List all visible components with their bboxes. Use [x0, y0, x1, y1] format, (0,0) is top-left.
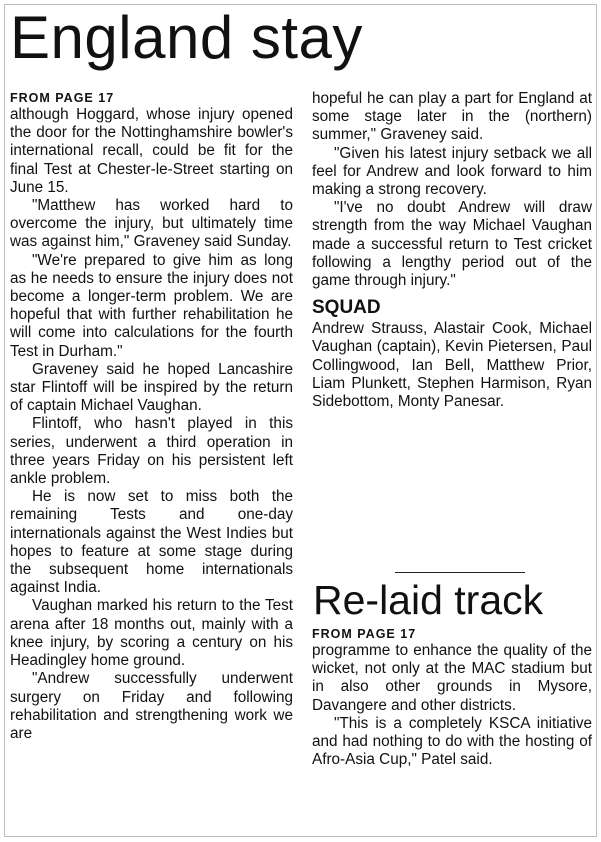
article-divider — [395, 572, 525, 573]
kicker-from-page: FROM PAGE 17 — [312, 627, 417, 641]
article1-right-column — [312, 90, 592, 411]
paragraph: although Hoggard, whose injury opened the door for the Nottinghamshire bowler's international recall, could be fit for the final Test at Chester-le-Street starting on June 15. — [10, 106, 293, 196]
paragraph: "I've no doubt Andrew will draw strength from the way Michael Vaughan made a successful return to Test cricket following a lengthy period out of the game through injury." — [312, 199, 592, 290]
paragraph: Flintoff, who hasn't played in this series, underwent a third operation in three years Friday on his persistent left ankle problem. — [10, 415, 293, 488]
paragraph: "Andrew successfully underwent surgery on Friday and following rehabilitation and strengthening work we are — [10, 670, 293, 742]
paragraph: hopeful he can play a part for England at some stage later in the (northern) summer," Graveney said. — [312, 90, 592, 144]
paragraph: He is now set to miss both the remaining Tests and one-day internationals against the West Indies but hopes to feature at some stage during the subsequent home internationals against India. — [10, 488, 293, 597]
kicker-from-page: FROM PAGE 17 — [10, 91, 115, 105]
paragraph: "We're prepared to give him as long as he needs to ensure the injury does not become a longer-term problem. We are hopeful that with further rehabilitation he will come into calculations for the fourth Test in Durham." — [10, 251, 293, 360]
article2-column — [312, 626, 592, 769]
paragraph: Graveney said he hoped Lancashire star Flintoff will be inspired by the return of captain Michael Vaughan. — [10, 360, 293, 415]
headline-relaid-track: Re-laid track — [313, 577, 544, 623]
headline-england-stay: England stay — [10, 4, 363, 71]
paragraph: programme to enhance the quality of the wicket, not only at the MAC stadium but in also other grounds in Mysore, Davangere and other districts. — [312, 642, 592, 714]
paragraph: Vaughan marked his return to the Test arena after 18 months out, mainly with a knee injury, by scoring a century on his Headingley home ground. — [10, 597, 293, 670]
paragraph: "Matthew has worked hard to overcome the injury, but ultimately time was against him," Graveney said Sunday. — [10, 197, 293, 251]
paragraph: "Given his latest injury setback we all feel for Andrew and look forward to him making a strong recovery. — [312, 144, 592, 199]
squad-heading: SQUAD — [312, 297, 381, 319]
paragraph: "This is a completely KSCA initiative and had nothing to do with the hosting of Afro-Asia Cup," Patel said. — [312, 714, 592, 769]
squad-list: Andrew Strauss, Alastair Cook, Michael Vaughan (captain), Kevin Pietersen, Paul Collingwood, Ian Bell, Matthew Prior, Liam Plunkett, Stephen Harmison, Ryan Sidebottom, Monty Panesar. — [312, 320, 592, 411]
article1-left-column — [10, 90, 293, 743]
